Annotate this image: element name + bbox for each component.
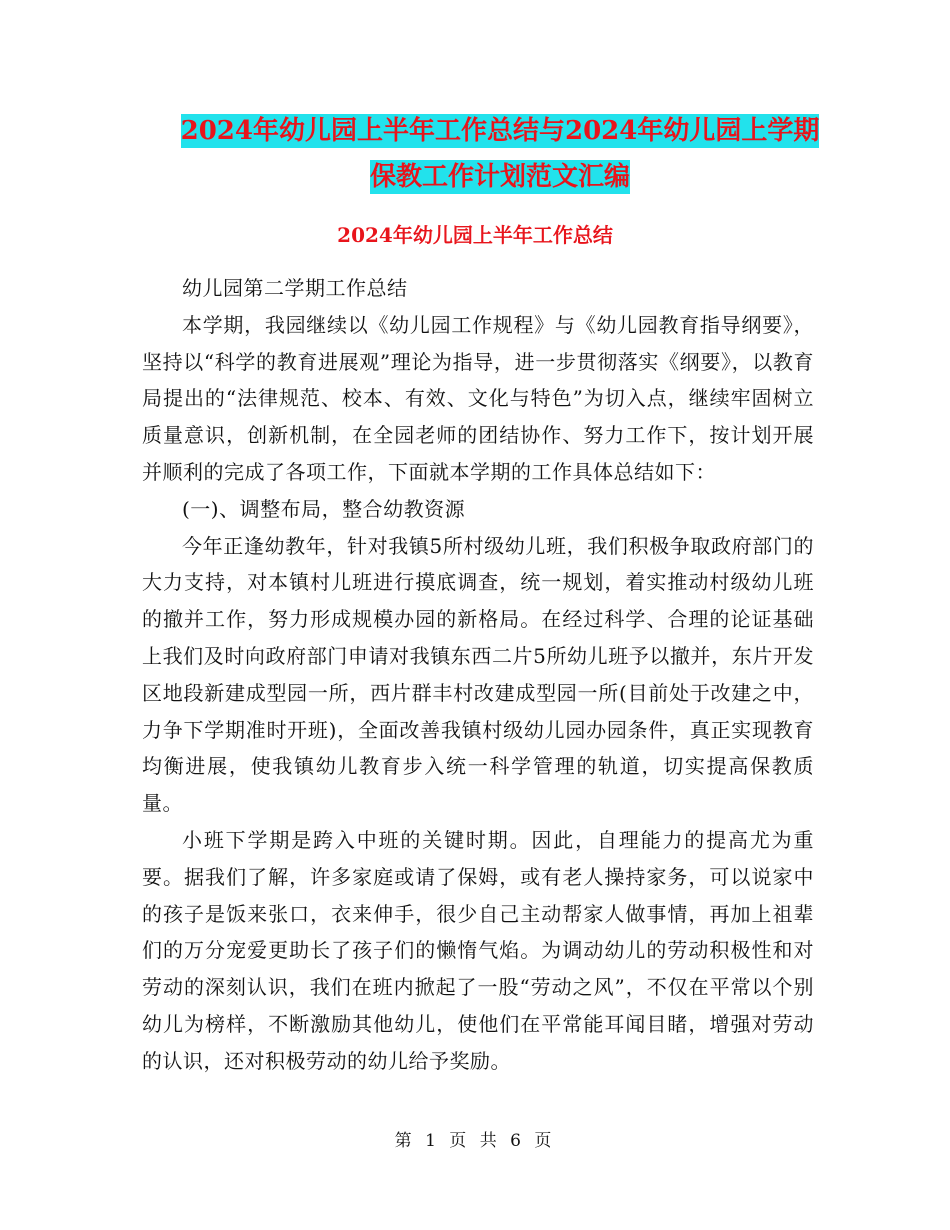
paragraph-layout: 今年正逢幼教年，针对我镇5所村级幼儿班，我们积极争取政府部门的大力支持，对本镇村儿班进行摸底调查，统一规划，着实推动村级幼儿班的撤并工作，努力形成规模办园的新格局。在经过科学、合理的论证基础上我们及时向政府部门申请对我镇东西二片5所幼儿班予以撤并，东片开发区地段新建成型园一所，西片群丰村改建成型园一所(目前处于改建之中，力争下学期准时开班)，全面改善我镇村级幼儿园办园条件，真正实现教育均衡进展，使我镇幼儿教育步入统一科学管理的轨道，切实提高保教质量。 [142,533,814,816]
title-line-1: 2024年幼儿园上半年工作总结与2024年幼儿园上学期 [180,116,820,146]
paragraph-intro: 本学期，我园继续以《幼儿园工作规程》与《幼儿园教育指导纲要》，坚持以“科学的教育进展观”理论为指导，进一步贯彻落实《纲要》，以教育局提出的“法律规范、校本、有效、文化与特色”为切入点，继续牢固树立质量意识，创新机制，在全园老师的团结协作、努力工作下，按计划开展并顺利的完成了各项工作，下面就本学期的工作具体总结如下： [142,312,814,484]
page-footer: 第 1 页 共 6 页 [394,1131,556,1151]
title-line-2: 保教工作计划范文汇编 [369,162,630,192]
paragraph-heading-1: (一)、调整布局，整合幼教资源 [182,496,466,521]
paragraph-subtitle: 幼儿园第二学期工作总结 [182,276,408,300]
document-body [142,270,814,1080]
document-title [140,108,860,200]
section-title: 2024年幼儿园上半年工作总结 [337,223,613,247]
paragraph-small-class: 小班下学期是跨入中班的关键时期。因此，自理能力的提高尤为重要。据我们了解，许多家庭或请了保姆，或有老人操持家务，可以说家中的孩子是饭来张口，衣来伸手，很少自己主动帮家人做事情，再加上祖辈们的万分宠爱更助长了孩子们的懒惰气焰。为调动幼儿的劳动积极性和对劳动的深刻认识，我们在班内掀起了一股“劳动之风”，不仅在平常以个别幼儿为榜样，不断激励其他幼儿，使他们在平常能耳闻目睹，增强对劳动的认识，还对积极劳动的幼儿给予奖励。 [142,827,814,1073]
